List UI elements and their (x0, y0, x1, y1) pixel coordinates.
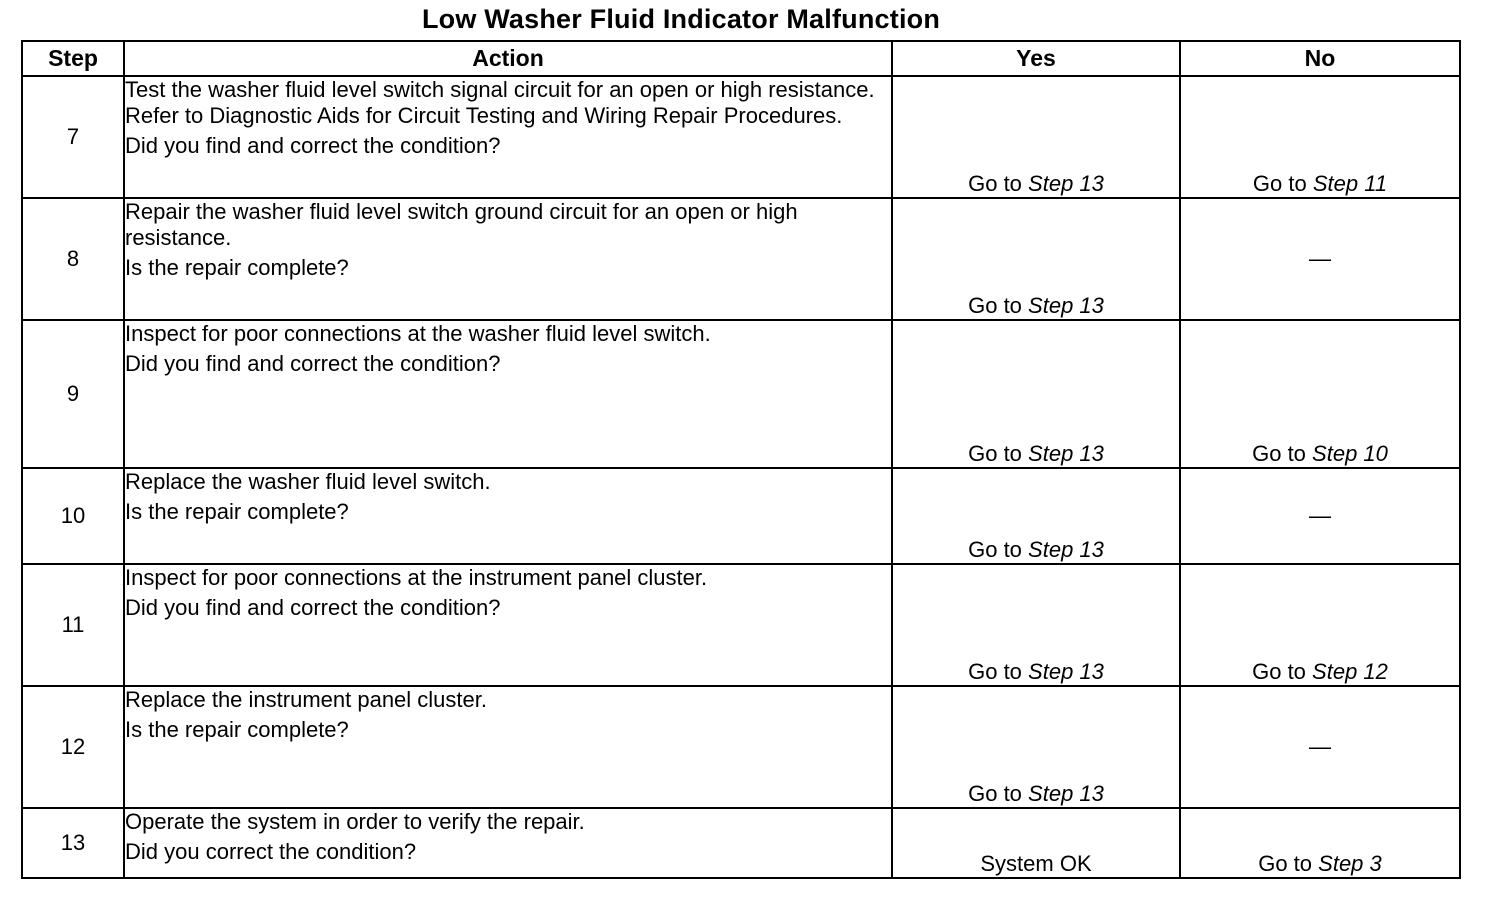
no-step-ref: Step 12 (1312, 659, 1388, 684)
no-cell (1180, 564, 1460, 686)
no-step-ref: Step 10 (1312, 441, 1388, 466)
action-cell (124, 808, 892, 878)
yes-step-ref: Step 13 (1028, 171, 1104, 196)
action-instruction: Inspect for poor connections at the washer fluid level switch. (125, 321, 711, 346)
yes-cell (892, 686, 1180, 808)
yes-step-ref: Step 13 (1028, 293, 1104, 318)
table-header-row (22, 41, 1460, 76)
no-cell (1180, 686, 1460, 808)
yes-step-ref: Step 13 (1028, 659, 1104, 684)
page-title: Low Washer Fluid Indicator Malfunction (421, 4, 941, 34)
action-cell (124, 686, 892, 808)
action-question: Did you find and correct the condition? (125, 133, 501, 158)
step-number: 13 (22, 808, 124, 878)
step-number: 10 (22, 468, 124, 564)
no-dash: — (1309, 734, 1331, 759)
yes-result: System OK (980, 851, 1092, 876)
table-row (22, 198, 1460, 320)
action-instruction: Replace the washer fluid level switch. (125, 469, 491, 494)
yes-prefix: Go to (968, 293, 1022, 318)
table-row (22, 468, 1460, 564)
yes-step-ref: Step 13 (1028, 441, 1104, 466)
no-prefix: Go to (1252, 441, 1306, 466)
step-number: 9 (22, 320, 124, 468)
action-cell (124, 564, 892, 686)
table-row (22, 686, 1460, 808)
yes-prefix: Go to (968, 781, 1022, 806)
step-number: 11 (22, 564, 124, 686)
step-number: 8 (22, 198, 124, 320)
table-row (22, 808, 1460, 878)
action-cell (124, 76, 892, 198)
header-yes: Yes (892, 41, 1180, 76)
yes-cell (892, 808, 1180, 878)
action-instruction: Replace the instrument panel cluster. (125, 687, 487, 712)
table-row (22, 564, 1460, 686)
no-cell (1180, 808, 1460, 878)
action-cell (124, 198, 892, 320)
yes-cell (892, 320, 1180, 468)
action-instruction: Inspect for poor connections at the instrument panel cluster. (125, 565, 708, 590)
action-question: Did you find and correct the condition? (125, 595, 501, 620)
no-dash: — (1309, 503, 1331, 528)
step-number: 12 (22, 686, 124, 808)
no-dash: — (1309, 246, 1331, 271)
action-instruction: Test the washer fluid level switch signal circuit for an open or high resistance. Refer to Diagnostic Aids for Circuit Testing and Wiring Repair Procedures. (125, 77, 875, 128)
header-no: No (1180, 41, 1460, 76)
no-step-ref: Step 11 (1312, 171, 1388, 196)
no-cell (1180, 76, 1460, 198)
yes-cell (892, 564, 1180, 686)
action-question: Is the repair complete? (125, 499, 349, 524)
diagnostic-table (21, 40, 1461, 879)
no-cell (1180, 320, 1460, 468)
no-prefix: Go to (1252, 171, 1307, 196)
header-action: Action (124, 41, 892, 76)
action-instruction: Repair the washer fluid level switch ground circuit for an open or high resistance. (125, 199, 798, 250)
no-step-ref: Step 3 (1318, 851, 1382, 876)
yes-prefix: Go to (968, 441, 1022, 466)
yes-step-ref: Step 13 (1028, 537, 1104, 562)
action-instruction: Operate the system in order to verify the repair. (125, 809, 585, 834)
yes-cell (892, 468, 1180, 564)
action-question: Is the repair complete? (125, 717, 349, 742)
action-question: Did you correct the condition? (125, 839, 417, 864)
step-number: 7 (22, 76, 124, 198)
no-cell (1180, 468, 1460, 564)
table-row (22, 76, 1460, 198)
action-question: Did you find and correct the condition? (125, 351, 501, 376)
action-cell (124, 468, 892, 564)
table-row (22, 320, 1460, 468)
yes-prefix: Go to (968, 171, 1022, 196)
header-step: Step (22, 41, 124, 76)
action-question: Is the repair complete? (125, 255, 349, 280)
yes-cell (892, 76, 1180, 198)
no-cell (1180, 198, 1460, 320)
yes-cell (892, 198, 1180, 320)
yes-step-ref: Step 13 (1028, 781, 1104, 806)
yes-prefix: Go to (968, 659, 1022, 684)
no-prefix: Go to (1258, 851, 1313, 876)
yes-prefix: Go to (968, 537, 1022, 562)
no-prefix: Go to (1252, 659, 1306, 684)
action-cell (124, 320, 892, 468)
